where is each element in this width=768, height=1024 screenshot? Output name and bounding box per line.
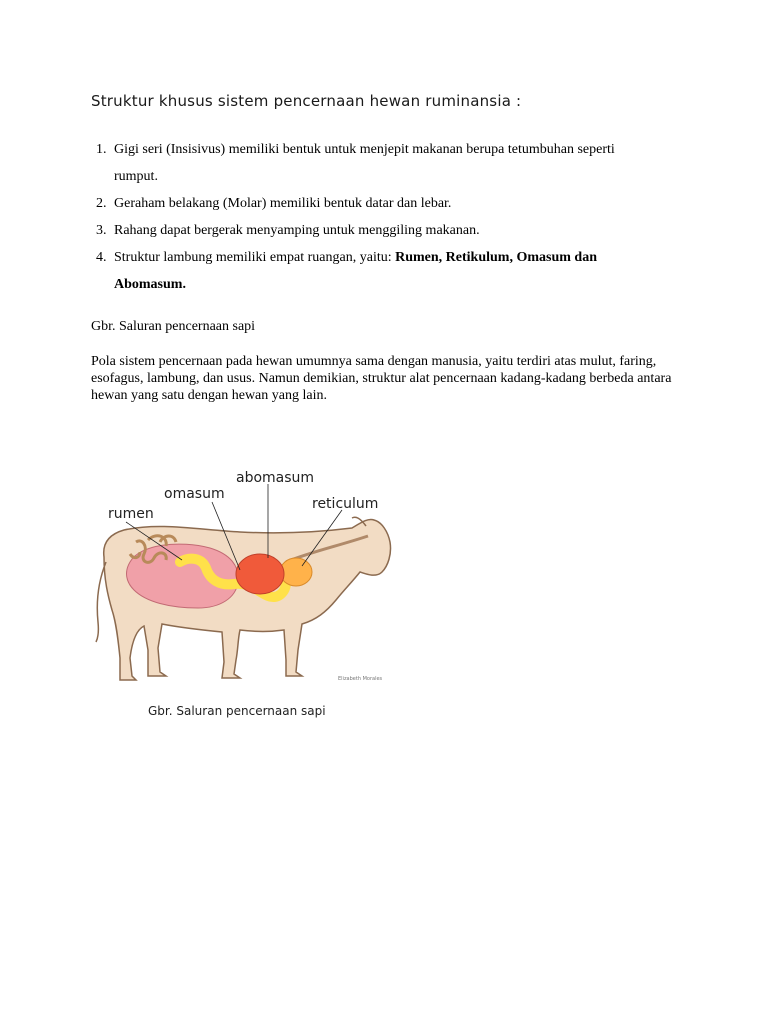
stomach-chambers-bold-cont: Abomasum. [114,277,186,292]
label-rumen: rumen [108,506,154,522]
list-item [80,190,680,217]
label-reticulum: reticulum [312,496,379,512]
list-number: 3. [96,223,107,238]
list-item-text-cont: rumput. [114,169,158,184]
figure-caption-text: Gbr. Saluran pencernaan sapi [91,319,256,334]
figure-caption: Gbr. Saluran pencernaan sapi [148,704,326,718]
stomach-chambers-bold: Rumen, Retikulum, Omasum dan [395,250,597,265]
cow-digestive-figure [90,462,400,724]
list-item [80,136,680,190]
list-item [80,244,680,298]
figure-watermark: Elizabeth Morales [338,676,383,682]
list-number: 1. [96,142,107,157]
list-item-text: Struktur lambung memiliki empat ruangan, yaitu: [114,250,396,265]
list-number: 4. [96,250,107,265]
list-item-text: Geraham belakang (Molar) memiliki bentuk datar dan lebar. [114,196,452,211]
abomasum-organ [236,554,284,594]
page-heading: Struktur khusus sistem pencernaan hewan ruminansia : [91,92,522,110]
list-number: 2. [96,196,107,211]
list-item-text: Rahang dapat bergerak menyamping untuk menggiling makanan. [114,223,480,238]
rumen-structure-list [80,136,680,298]
reticulum-organ [280,558,312,586]
cow-digestive-diagram [90,462,400,724]
label-abomasum: abomasum [236,470,315,486]
label-omasum: omasum [164,486,225,502]
list-item [80,217,680,244]
body-paragraph: Pola sistem pencernaan pada hewan umumnya sama dengan manusia, yaitu terdiri atas mulut, faring, esofagus, lambung, dan usus. Namun demikian, struktur alat pencernaan kadang-kadang berbeda antara hewan yang satu dengan hewan yang lain. [91,354,672,403]
list-item-text: Gigi seri (Insisivus) memiliki bentuk untuk menjepit makanan berupa tetumbuhan seperti [114,142,615,157]
